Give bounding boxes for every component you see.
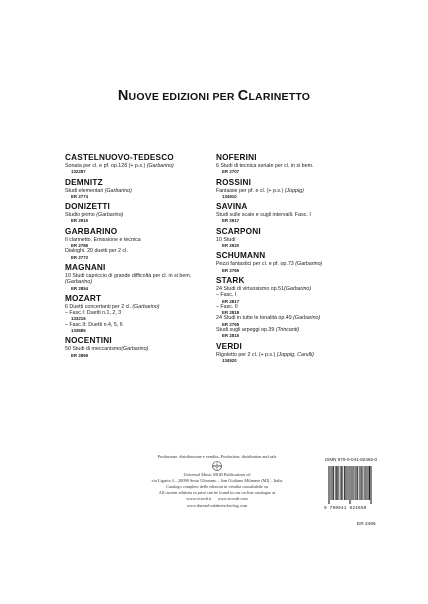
barcode-bar [329,466,330,504]
barcode-bar [347,466,348,500]
barcode-bar [366,466,367,500]
work-title: Sonata per cl. e pf. op.128 (+ p.s.) (Garbarino) [65,163,174,169]
barcode-bar [344,466,345,500]
barcode-bar [352,466,353,500]
barcode-bar [351,466,352,500]
barcode-bar [357,466,358,500]
work-title: Studi elementari (Garbarino) [65,187,132,194]
left-catalog-column [65,153,215,358]
barcode-bar [363,466,364,500]
barcode-bar [364,466,365,500]
edition-code: ER 2815 [222,333,240,339]
catalog-entry [216,276,376,339]
barcode-bar [331,466,332,500]
catalog-entry [65,263,215,291]
barcode-bar [346,466,347,500]
barcode-bar [338,466,339,500]
catalog-entry [65,153,215,175]
composer-name: DONIZETTI [65,202,111,212]
edition-code: ER 2774 [71,193,89,199]
composer-name: SCHUMANN [216,251,266,261]
catalog-entry [65,294,215,333]
composer-name: NOCENTINI [65,336,112,346]
work-title: – Fasc.II: Duetti n.4, 5, 6 [65,321,123,328]
catalog-entry [216,342,376,364]
title-word [212,88,237,104]
work-title: Studi sulle scale e sugli intervalli. Fasc. I [216,212,311,219]
work-title: Il clarinetto. Emissione e tecnica [65,236,141,243]
composer-name: NOFERINI [216,153,257,162]
barcode-bar [359,466,360,500]
composer-name: ROSSINI [216,177,252,187]
edition-code: ER 2920 [222,243,240,249]
catalog-entry [216,153,376,175]
composer-name: CASTELNUOVO-TEDESCO [65,153,174,162]
work-title: 24 Studi in tutte le tonalità op.49 (Garbarino) [216,315,321,322]
composer-name: VERDI [216,341,243,351]
catalog-note-italian: Catalogo completo delle edizioni in vendita consultabile su [166,484,268,490]
edition-code: ER 2765 [222,267,240,273]
composer-name: GARBARINO [65,226,118,236]
edition-code: ER 2854 [71,285,89,291]
title-word [162,88,212,104]
composer-name: MOZART [65,293,102,303]
title-rest: EDIZIONI [162,91,213,103]
work-title: – Fasc. II [216,303,238,310]
barcode-bar [355,466,356,500]
composer-name: DEMNITZ [65,177,103,187]
edition-code: ER 2869 [71,352,89,358]
edition-code: ER 2786 [71,243,89,249]
edition-code: ER 2915 [71,218,89,224]
work-title: (Garbarino) [65,279,93,286]
production-line: Produzione, distribuzione e vendita–Production, distribution and sale [157,454,277,459]
barcode-bar [334,466,335,500]
website-link-ricordi-com[interactable]: www.ricordi.com [217,496,248,502]
barcode-bar [344,466,345,500]
catalog-entry [216,178,376,200]
right-catalog-column [216,153,376,363]
edition-code: ER 2707 [222,169,240,175]
edition-code: ER 2917 [222,218,240,224]
work-title: Pezzi fantastici per cl. e pf. op.73 (Garbarino) [216,261,323,268]
barcode-bar [332,466,333,500]
edition-code: 134920 [222,357,237,363]
work-title: 24 Studi di virtuosismo op.51(Garbarino) [216,285,312,292]
barcode-bar [368,466,369,500]
barcode-bar [341,466,342,500]
title-initial: C [237,88,249,104]
barcode-bar [342,466,343,500]
work-title: – Fasc. I [216,292,237,299]
barcode-bar [358,466,359,500]
work-title: Studi sugli arpeggi op.39 (Trincanti) [216,327,300,334]
barcode-bar [353,466,354,500]
website-link-durand[interactable]: www.durand-salabertschechig.com [186,502,248,508]
publisher-footer [112,454,322,509]
barcode-bar [362,466,363,500]
publisher-name: Universal Music MGB Publications srl [183,472,251,478]
barcode-bar [370,466,371,504]
catalog-entry [65,336,215,358]
barcode-bar [369,466,370,500]
catalog-note-english: All current editions in print can be found in our on-line catalogue at [158,490,276,496]
barcode-bar [336,466,337,500]
edition-code: ER 2772 [71,254,89,260]
barcode-icon [328,466,372,504]
page-title [0,88,428,104]
composer-name: SAVINA [216,202,248,212]
work-title: – Fasc.I: Duetti n.1, 2, 3 [65,310,122,317]
ismn-code: ISMN 979-0-041-82465-0 [325,457,378,462]
title-rest: LARINETTO [248,91,311,103]
publisher-address: via Liguria 4 – 20098 Sesto Ulteriano – San Giuliano Milanese (MI) – Italia [151,478,283,484]
barcode-bar [349,466,350,504]
barcode-bar [371,466,372,504]
barcode-bar [360,466,361,500]
composer-name: STARK [216,275,245,285]
work-title: Studio primo (Garbarino) [65,212,124,219]
work-title: 50 Studi di meccanismo(Garbarino) [65,346,149,353]
work-title: Fantaisie per pf. e cl. (+ p.s.) (Joppig) [216,187,304,194]
barcode-bar [331,466,332,500]
edition-code: 133685 [71,328,86,334]
edition-code: 134910 [222,193,237,199]
catalog-entry [65,178,215,200]
barcode-bar [335,466,336,500]
work-title: 6 Duetti concertanti per 2 cl. (Garbarino) [65,303,160,310]
catalog-entry [65,227,215,260]
barcode-bar [340,466,341,500]
catalog-entry [65,202,215,224]
edition-code: ER 2817 [222,298,240,304]
work-title: 10 Studi [216,236,236,243]
barcode-bar [333,466,334,500]
barcode-bar [367,466,368,500]
title-rest: UOVE [128,91,163,103]
barcode-bar [365,466,366,500]
er-catalog-code: ER 2465 [357,522,376,527]
title-initial: N [117,88,129,104]
barcode-bar [355,466,356,500]
barcode-bar [361,466,362,500]
title-word [238,88,310,104]
barcode-bar [356,466,357,500]
barcode-number: 9 790041 824650 [324,506,367,511]
barcode-bar [328,466,329,504]
title-rest: PER [212,91,238,103]
composer-name: SCARPONI [216,226,261,236]
website-link-ricordi-it[interactable]: www.ricordi.it [186,496,212,502]
edition-code: ER 2765 [222,321,240,327]
barcode-bar [348,466,349,500]
work-title: 10 Studi capriccio di grande difficoltà per cl. in si bem. [65,272,192,279]
barcode-bar [337,466,338,500]
composer-name: MAGNANI [65,262,106,272]
work-title: 6 Studi di tecnica seriale per cl. in si bem. [216,163,314,169]
barcode-bar [337,466,338,500]
barcode-bar [369,466,370,500]
edition-code: 132287 [71,169,86,175]
barcode-bar [341,466,342,500]
title-word [118,88,162,104]
edition-code: 133216 [71,316,86,322]
catalog-entry [216,251,376,273]
catalog-entry [216,227,376,249]
work-title: Rigoletto per 2 cl. (+ p.s.) (Joppig, Carulli) [216,351,314,358]
edition-code: ER 2818 [222,310,240,316]
barcode-bar [351,466,352,504]
catalog-entry [216,202,376,224]
universal-logo-icon [208,461,226,471]
work-title: Dialoghi. 20 duetti per 2 cl. [65,248,128,255]
barcode-bar [345,466,346,500]
